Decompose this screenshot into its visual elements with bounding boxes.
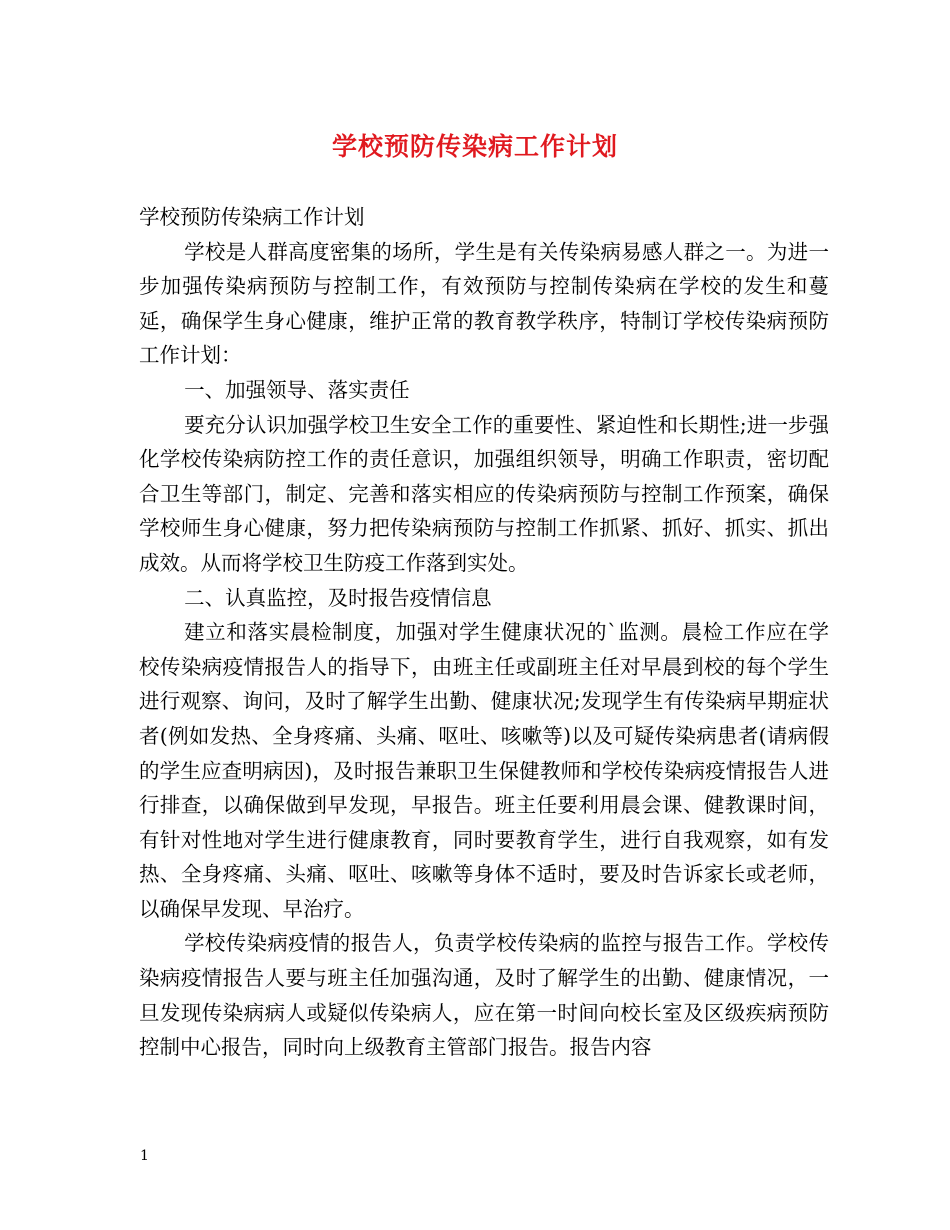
section-heading-2: 二、认真监控，及时报告疫情信息 — [184, 585, 492, 610]
paragraph-section-2-continued: 学校传染病疫情的报告人，负责学校传染病的监控与报告工作。学校传染病疫情报告人要与班主任加强沟通，及时了解学生的出勤、健康情况，一旦发现传染病病人或疑似传染病人，应在第一时间向校长室及区级疾病预防控制中心报告，同时向上级教育主管部门报告。报告内容 — [139, 931, 829, 1060]
section-heading-1: 一、加强领导、落实责任 — [184, 377, 410, 402]
document-body — [139, 200, 829, 1065]
paragraph-heading: 学校预防传染病工作计划 — [139, 205, 365, 229]
paragraph-section-2: 建立和落实晨检制度，加强对学生健康状况的`监测。晨检工作应在学校传染病疫情报告人的指导下，由班主任或副班主任对早晨到校的每个学生进行观察、询问，及时了解学生出勤、健康状况;发现学生有传染病早期症状者(例如发热、全身疼痛、头痛、呕吐、咳嗽等)以及可疑传染病患者(请病假的学生应查明病因)，及时报告兼职卫生保健教师和学校传染病疫情报告人进行排查，以确保做到早发现，早报告。班主任要利用晨会课、健教课时间，有针对性地对学生进行健康教育，同时要教育学生，进行自我观察，如有发热、全身疼痛、头痛、呕吐、咳嗽等身体不适时，要及时告诉家长或老师，以确保早发现、早治疗。 — [139, 620, 829, 921]
paragraph-section-1: 要充分认识加强学校卫生安全工作的重要性、紧迫性和长期性;进一步强化学校传染病防控工作的责任意识，加强组织领导，明确工作职责，密切配合卫生等部门，制定、完善和落实相应的传染病预防与控制工作预案，确保学校师生身心健康，努力把传染病预防与控制工作抓紧、抓好、抓实、抓出成效。从而将学校卫生防疫工作落到实处。 — [139, 412, 829, 575]
document-title: 学校预防传染病工作计划 — [331, 132, 618, 161]
paragraph-intro: 学校是人群高度密集的场所，学生是有关传染病易感人群之一。为进一步加强传染病预防与控制工作，有效预防与控制传染病在学校的发生和蔓延，确保学生身心健康，维护正常的教育教学秩序，特制订学校传染病预防工作计划： — [139, 239, 829, 368]
page-number: 1 — [140, 1148, 149, 1164]
